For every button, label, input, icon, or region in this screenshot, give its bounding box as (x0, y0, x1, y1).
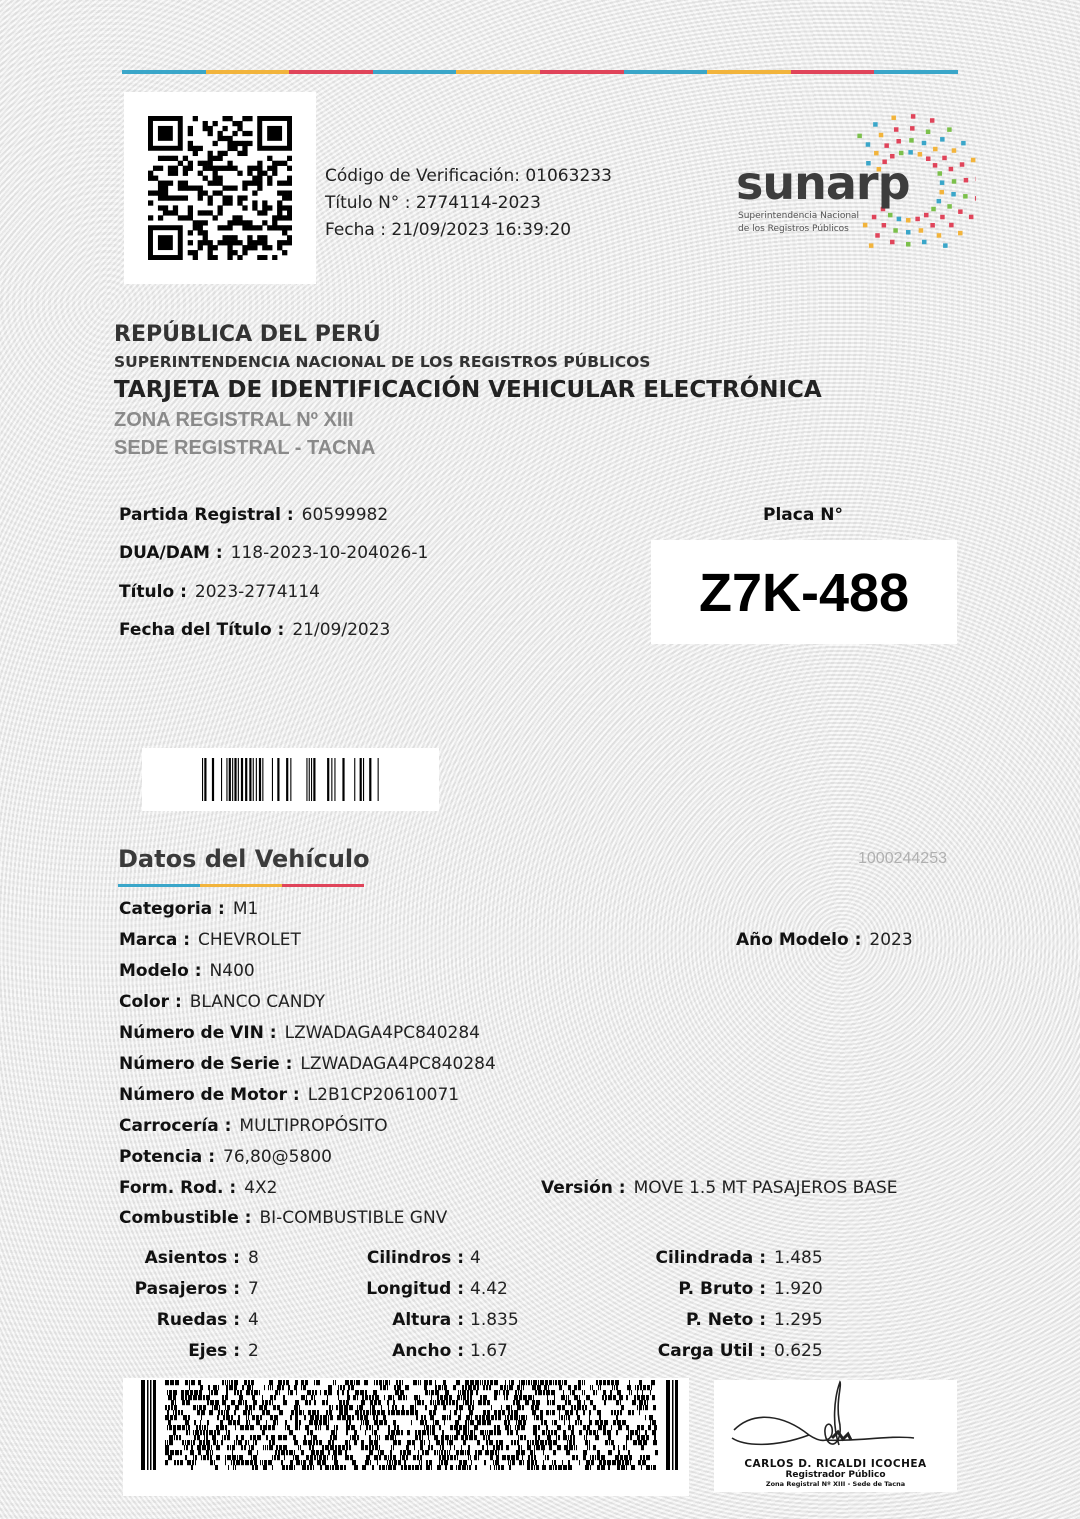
spec-pasajeros-label: Pasajeros : (134, 1279, 240, 1299)
logo-subtitle (738, 210, 859, 236)
sunarp-logo (736, 112, 976, 248)
verification-block (325, 163, 612, 244)
spec-ruedas-value: 4 (248, 1310, 259, 1330)
partida-value: 60599982 (301, 505, 389, 525)
registrar-name: CARLOS D. RICALDI ICOCHEA (744, 1458, 927, 1470)
heading-superintendencia: SUPERINTENDENCIA NACIONAL DE LOS REGISTROS PÚBLICOS (114, 353, 651, 371)
marca-label: Marca : (119, 930, 191, 950)
field-motor (119, 1085, 459, 1105)
registrar-zone: Zona Registral Nº XIII - Sede de Tacna (765, 1480, 906, 1488)
potencia-label: Potencia : (119, 1147, 215, 1167)
spec-carga-label: Carga Util : (657, 1341, 766, 1361)
stripe-segment (122, 70, 206, 74)
spec-ancho-label: Ancho : (392, 1341, 464, 1361)
motor-value: L2B1CP20610071 (307, 1085, 460, 1105)
spec-asientos-value: 8 (248, 1248, 259, 1268)
datos-title-underline (118, 884, 364, 887)
dua-value: 118-2023-10-204026-1 (230, 543, 429, 563)
categoria-label: Categoria : (119, 899, 225, 919)
field-form-rod (119, 1178, 277, 1198)
spec-cilindros-value: 4 (470, 1248, 481, 1268)
logo-subtitle-line2: de los Registros Públicos (738, 224, 849, 234)
spec-ancho-value: 1.67 (470, 1341, 508, 1361)
spec-pasajeros-value: 7 (248, 1279, 259, 1299)
field-modelo (119, 961, 255, 981)
field-anio-modelo (736, 930, 913, 950)
document-serial: 1000244253 (858, 850, 947, 867)
stripe-segment (707, 70, 791, 74)
stripe-segment (791, 70, 875, 74)
verification-date: Fecha : 21/09/2023 16:39:20 (325, 220, 572, 240)
field-combustible (119, 1208, 447, 1228)
modelo-label: Modelo : (119, 961, 202, 981)
carroceria-label: Carrocería : (119, 1116, 232, 1136)
placa-label: Placa N° (763, 505, 843, 525)
stripe-segment (289, 70, 373, 74)
spec-pneto-label: P. Neto : (686, 1310, 766, 1330)
stripe-segment (456, 70, 540, 74)
spec-longitud-label: Longitud : (366, 1279, 464, 1299)
pdf417-barcode-image (141, 1380, 681, 1470)
partida-label: Partida Registral : (119, 505, 294, 525)
version-label: Versión : (541, 1178, 626, 1198)
spec-cilindrada-value: 1.485 (774, 1248, 823, 1268)
motor-label: Número de Motor : (119, 1085, 300, 1105)
titulo-label: Título : (119, 582, 187, 602)
combustible-value: BI-COMBUSTIBLE GNV (259, 1208, 448, 1228)
underline-segment (282, 884, 364, 887)
titulo-value: 2023-2774114 (194, 582, 320, 602)
field-titulo (119, 582, 320, 602)
carroceria-value: MULTIPROPÓSITO (239, 1116, 388, 1136)
heading-zona: ZONA REGISTRAL Nº XIII (114, 409, 354, 431)
logo-subtitle-line1: Superintendencia Nacional (738, 211, 860, 221)
fecha-titulo-value: 21/09/2023 (292, 620, 391, 640)
anio-label: Año Modelo : (736, 930, 862, 950)
barcode (142, 748, 439, 811)
underline-segment (118, 884, 200, 887)
field-dua (119, 543, 428, 563)
vin-value: LZWADAGA4PC840284 (284, 1023, 480, 1043)
spec-pneto-value: 1.295 (774, 1310, 823, 1330)
placa-box (651, 540, 957, 644)
field-color (119, 992, 325, 1012)
field-potencia (119, 1147, 332, 1167)
spec-ejes-label: Ejes : (188, 1341, 240, 1361)
serie-label: Número de Serie : (119, 1054, 293, 1074)
modelo-value: N400 (209, 961, 255, 981)
categoria-value: M1 (232, 899, 259, 919)
version-value: MOVE 1.5 MT PASAJEROS BASE (633, 1178, 898, 1198)
dua-label: DUA/DAM : (119, 543, 223, 563)
formrod-value: 4X2 (244, 1178, 278, 1198)
field-carroceria (119, 1116, 388, 1136)
field-fecha-titulo (119, 620, 390, 640)
top-color-stripe (122, 70, 958, 74)
stripe-segment (874, 70, 958, 74)
verification-code: Código de Verificación: 01063233 (325, 166, 612, 186)
spec-pbruto-label: P. Bruto : (678, 1279, 766, 1299)
barcode-image (202, 758, 380, 801)
spec-cilindros-label: Cilindros : (366, 1248, 464, 1268)
vin-label: Número de VIN : (119, 1023, 277, 1043)
stripe-segment (624, 70, 708, 74)
heading-tarjeta: TARJETA DE IDENTIFICACIÓN VEHICULAR ELECTRÓNICA (114, 377, 822, 403)
spec-ruedas-label: Ruedas : (156, 1310, 240, 1330)
logo-wordmark: sunarp (736, 156, 910, 210)
heading-sede: SEDE REGISTRAL - TACNA (114, 437, 376, 459)
field-version (541, 1178, 898, 1198)
qr-code-image (148, 116, 292, 260)
datos-vehiculo-title: Datos del Vehículo (118, 845, 370, 873)
spec-ejes-value: 2 (248, 1341, 259, 1361)
spec-cilindrada-label: Cilindrada : (655, 1248, 766, 1268)
combustible-label: Combustible : (119, 1208, 252, 1228)
stripe-segment (373, 70, 457, 74)
underline-segment (200, 884, 282, 887)
signature-block (714, 1380, 957, 1492)
spec-altura-label: Altura : (392, 1310, 464, 1330)
fecha-titulo-label: Fecha del Título : (119, 620, 285, 640)
spec-altura-value: 1.835 (470, 1310, 519, 1330)
anio-value: 2023 (869, 930, 913, 950)
color-value: BLANCO CANDY (189, 992, 326, 1012)
registrar-role: Registrador Público (785, 1470, 886, 1480)
serie-value: LZWADAGA4PC840284 (300, 1054, 496, 1074)
signature-scribble-icon (714, 1380, 957, 1460)
color-label: Color : (119, 992, 182, 1012)
placa-number: Z7K-488 (698, 563, 910, 623)
field-categoria (119, 899, 258, 919)
field-vin (119, 1023, 480, 1043)
spec-carga-value: 0.625 (774, 1341, 823, 1361)
heading-republica: REPÚBLICA DEL PERÚ (114, 322, 381, 347)
potencia-value: 76,80@5800 (223, 1147, 332, 1167)
formrod-label: Form. Rod. : (119, 1178, 237, 1198)
field-serie (119, 1054, 496, 1074)
spec-asientos-label: Asientos : (144, 1248, 240, 1268)
spec-pbruto-value: 1.920 (774, 1279, 823, 1299)
spec-longitud-value: 4.42 (470, 1279, 508, 1299)
stripe-segment (540, 70, 624, 74)
field-partida (119, 505, 388, 525)
qr-code (124, 92, 316, 284)
pdf417-barcode (123, 1378, 689, 1496)
field-marca (119, 930, 301, 950)
stripe-segment (206, 70, 290, 74)
verification-title-number: Título N° : 2774114-2023 (325, 193, 541, 213)
marca-value: CHEVROLET (198, 930, 301, 950)
